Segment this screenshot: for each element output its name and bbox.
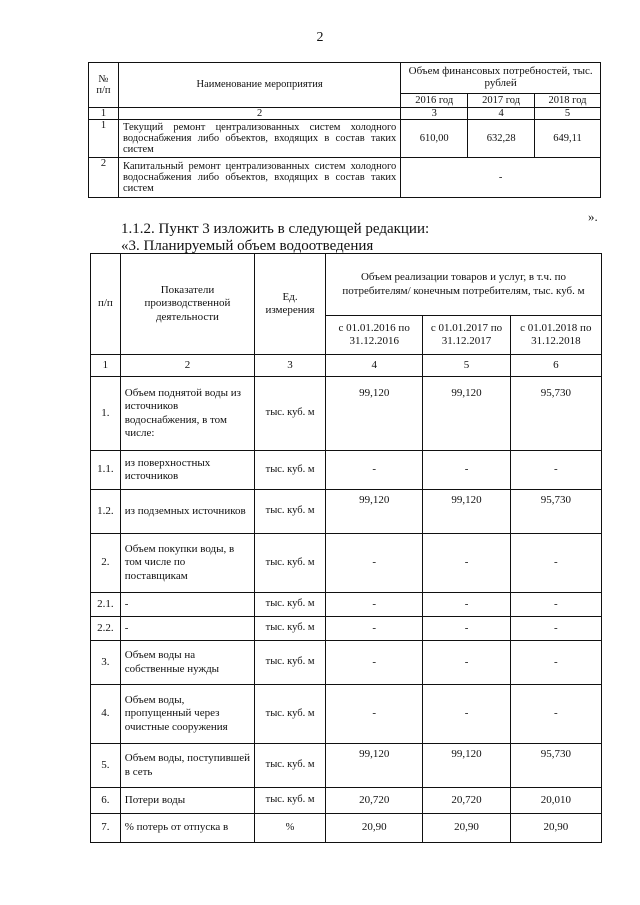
row-value: 20,90 bbox=[510, 814, 601, 843]
row-number: 7. bbox=[91, 814, 121, 843]
header-year: 2017 год bbox=[468, 94, 535, 108]
col-number: 4 bbox=[468, 108, 535, 120]
wastewater-volume-table bbox=[90, 253, 602, 843]
row-value: 99,120 bbox=[423, 490, 510, 534]
row-name: Капитальный ремонт централизованных систем холодного водоснабжения либо объектов, входящих в состав таких систем bbox=[118, 158, 400, 198]
row-value: - bbox=[423, 534, 510, 593]
header-volume: Объем реализации товаров и услуг, в т.ч. по потребителям/ конечным потребителям, тыс. куб. м bbox=[325, 254, 601, 316]
row-name: - bbox=[120, 617, 254, 641]
row-value: - bbox=[325, 641, 422, 685]
row-value: - bbox=[510, 451, 601, 490]
header-period: с 01.01.2018 по 31.12.2018 bbox=[510, 316, 601, 355]
row-value: 99,120 bbox=[325, 377, 422, 451]
row-value: - bbox=[510, 593, 601, 617]
row-value: 95,730 bbox=[510, 490, 601, 534]
row-unit: тыс. куб. м bbox=[255, 377, 326, 451]
row-unit: тыс. куб. м bbox=[255, 641, 326, 685]
table-row bbox=[91, 593, 602, 617]
row-unit: тыс. куб. м bbox=[255, 490, 326, 534]
row-name: Объем поднятой воды из источников водоснабжения, в том числе: bbox=[120, 377, 254, 451]
header-year: 2016 год bbox=[401, 94, 468, 108]
row-name: % потерь от отпуска в bbox=[120, 814, 254, 843]
row-unit: тыс. куб. м bbox=[255, 744, 326, 788]
header-period: с 01.01.2016 по 31.12.2016 bbox=[325, 316, 422, 355]
row-number: 2 bbox=[89, 158, 119, 198]
row-value: 20,720 bbox=[325, 788, 422, 814]
row-value: - bbox=[423, 593, 510, 617]
row-value: - bbox=[510, 617, 601, 641]
col-number: 5 bbox=[423, 355, 510, 377]
row-number: 1. bbox=[91, 377, 121, 451]
table-row bbox=[91, 377, 602, 451]
table-row bbox=[91, 641, 602, 685]
row-value: - bbox=[510, 534, 601, 593]
row-value: 99,120 bbox=[423, 377, 510, 451]
table-row bbox=[89, 158, 601, 198]
row-number: 1.1. bbox=[91, 451, 121, 490]
row-number: 2.1. bbox=[91, 593, 121, 617]
col-number: 2 bbox=[118, 108, 400, 120]
col-number: 2 bbox=[120, 355, 254, 377]
row-number: 3. bbox=[91, 641, 121, 685]
header-num: № п/п bbox=[89, 63, 119, 108]
col-number: 3 bbox=[401, 108, 468, 120]
col-number: 4 bbox=[325, 355, 422, 377]
page-number: 2 bbox=[316, 30, 324, 45]
row-number: 2.2. bbox=[91, 617, 121, 641]
header-unit: Ед. измерения bbox=[255, 254, 326, 355]
row-value: - bbox=[401, 158, 601, 198]
row-value: - bbox=[325, 451, 422, 490]
table-row bbox=[91, 744, 602, 788]
section-title: «3. Планируемый объем водоотведения bbox=[121, 238, 374, 254]
row-number: 5. bbox=[91, 744, 121, 788]
row-unit: % bbox=[255, 814, 326, 843]
row-value: - bbox=[325, 685, 422, 744]
row-unit: тыс. куб. м bbox=[255, 451, 326, 490]
header-period: с 01.01.2017 по 31.12.2017 bbox=[423, 316, 510, 355]
table-row bbox=[91, 534, 602, 593]
row-value: 99,120 bbox=[423, 744, 510, 788]
header-name: Наименование мероприятия bbox=[118, 63, 400, 108]
row-name: Объем воды, поступившей в сеть bbox=[120, 744, 254, 788]
row-value: 95,730 bbox=[510, 377, 601, 451]
table-row bbox=[89, 120, 601, 158]
row-value: - bbox=[423, 617, 510, 641]
row-value: 20,90 bbox=[423, 814, 510, 843]
row-value: - bbox=[423, 641, 510, 685]
col-number: 3 bbox=[255, 355, 326, 377]
row-name: Объем воды на собственные нужды bbox=[120, 641, 254, 685]
row-number: 1 bbox=[89, 120, 119, 158]
row-number: 4. bbox=[91, 685, 121, 744]
row-name: Потери воды bbox=[120, 788, 254, 814]
row-unit: тыс. куб. м bbox=[255, 534, 326, 593]
table-row bbox=[91, 617, 602, 641]
col-number: 5 bbox=[535, 108, 601, 120]
row-name: из подземных источников bbox=[120, 490, 254, 534]
row-unit: тыс. куб. м bbox=[255, 788, 326, 814]
row-value: - bbox=[423, 685, 510, 744]
row-number: 1.2. bbox=[91, 490, 121, 534]
row-value: - bbox=[325, 617, 422, 641]
col-number: 1 bbox=[91, 355, 121, 377]
row-value: - bbox=[325, 593, 422, 617]
row-value: 20,010 bbox=[510, 788, 601, 814]
table-row bbox=[91, 490, 602, 534]
row-unit: тыс. куб. м bbox=[255, 617, 326, 641]
closing-quote: ». bbox=[588, 209, 598, 224]
row-number: 2. bbox=[91, 534, 121, 593]
row-value: - bbox=[325, 534, 422, 593]
row-value: 632,28 bbox=[468, 120, 535, 158]
row-value: - bbox=[510, 685, 601, 744]
col-number: 6 bbox=[510, 355, 601, 377]
table-row bbox=[91, 814, 602, 843]
row-unit: тыс. куб. м bbox=[255, 685, 326, 744]
item-heading: 1.1.2. Пункт 3 изложить в следующей редакции: bbox=[121, 221, 430, 237]
row-value: - bbox=[423, 451, 510, 490]
table-row bbox=[91, 685, 602, 744]
row-value: 20,90 bbox=[325, 814, 422, 843]
row-name: Текущий ремонт централизованных систем холодного водоснабжения либо объектов, входящих в состав таких систем bbox=[118, 120, 400, 158]
table-row bbox=[91, 451, 602, 490]
row-value: 99,120 bbox=[325, 744, 422, 788]
col-number: 1 bbox=[89, 108, 119, 120]
row-value: - bbox=[510, 641, 601, 685]
row-value: 99,120 bbox=[325, 490, 422, 534]
row-unit: тыс. куб. м bbox=[255, 593, 326, 617]
table-row bbox=[91, 788, 602, 814]
row-value: 20,720 bbox=[423, 788, 510, 814]
row-value: 649,11 bbox=[535, 120, 601, 158]
row-name: - bbox=[120, 593, 254, 617]
financial-needs-table bbox=[88, 62, 601, 198]
header-cost: Объем финансовых потребностей, тыс. рублей bbox=[401, 63, 601, 94]
header-num: п/п bbox=[91, 254, 121, 355]
row-value: 610,00 bbox=[401, 120, 468, 158]
row-name: из поверхностных источников bbox=[120, 451, 254, 490]
header-year: 2018 год bbox=[535, 94, 601, 108]
row-name: Объем воды, пропущенный через очистные сооружения bbox=[120, 685, 254, 744]
row-name: Объем покупки воды, в том числе по поставщикам bbox=[120, 534, 254, 593]
row-number: 6. bbox=[91, 788, 121, 814]
row-value: 95,730 bbox=[510, 744, 601, 788]
header-indicator: Показатели производственной деятельности bbox=[120, 254, 254, 355]
